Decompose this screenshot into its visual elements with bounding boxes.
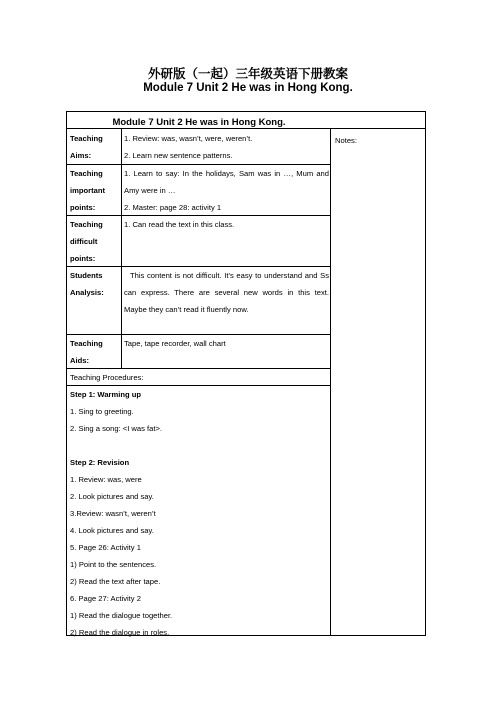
procedure-line: 5. Page 26: Activity 1 bbox=[70, 543, 141, 552]
plan-table-title: Module 7 Unit 2 He was in Hong Kong. bbox=[112, 117, 286, 128]
document-title-english: Module 7 Unit 2 He was in Hong Kong. bbox=[143, 82, 353, 94]
rule-label-column bbox=[121, 128, 122, 368]
procedure-line: 1. Sing to greeting. bbox=[70, 407, 134, 416]
procedure-line: 2. Sing a song: <I was fat>. bbox=[70, 424, 163, 433]
document-title-chinese: 外研版（一起）三年级英语下册教案 bbox=[147, 67, 348, 81]
teaching-procedures-steps bbox=[70, 386, 325, 641]
row-teaching-aids-label: Teaching Aids: bbox=[70, 339, 103, 365]
notes-label: Notes: bbox=[335, 136, 357, 145]
procedure-line: 1) Read the dialogue together. bbox=[70, 611, 173, 620]
procedure-line: 2) Read the text after tape. bbox=[70, 577, 161, 586]
procedure-line: 4. Look pictures and say. bbox=[70, 526, 154, 535]
row-difficult-points-label: Teaching difficult points: bbox=[70, 220, 103, 263]
row-difficult-points-content: 1. Can read the text in this class. bbox=[124, 220, 235, 229]
procedure-step-heading: Step 2: Revision bbox=[70, 458, 130, 467]
procedure-line bbox=[70, 437, 325, 454]
procedure-line: 2) Read the dialogue in roles. bbox=[70, 628, 170, 637]
procedure-line: 1. Review: was, were bbox=[70, 475, 142, 484]
teaching-procedures-label: Teaching Procedures: bbox=[70, 373, 144, 382]
procedure-line: 1) Point to the sentences. bbox=[70, 560, 157, 569]
row-aims-label: Teaching Aims: bbox=[70, 134, 103, 160]
row-students-analysis-content: This content is not difficult. It’s easy to understand and Ss can express. There are several new words in this text. Maybe they can’t read it fluently now. bbox=[124, 271, 329, 314]
rule-notes-column bbox=[330, 128, 331, 635]
row-teaching-aids-content: Tape, tape recorder, wall chart bbox=[124, 339, 226, 348]
procedure-line: 3.Review: wasn’t, weren’t bbox=[70, 509, 156, 518]
procedure-line: 2. Look pictures and say. bbox=[70, 492, 154, 501]
row-important-points-label: Teaching important points: bbox=[70, 169, 106, 212]
row-aims-content: 1. Review: was, wasn’t, were, weren’t. 2. Learn new sentence patterns. bbox=[124, 134, 253, 160]
row-students-analysis-label: Students Analysis: bbox=[70, 271, 104, 297]
row-important-points-content: 1. Learn to say: In the holidays, Sam was in …, Mum and Amy were in … 2. Master: page 28: activity 1 bbox=[124, 169, 329, 212]
procedure-line: 6. Page 27: Activity 2 bbox=[70, 594, 141, 603]
lesson-plan-table bbox=[66, 111, 426, 636]
procedure-step-heading: Step 1: Warming up bbox=[70, 390, 142, 399]
